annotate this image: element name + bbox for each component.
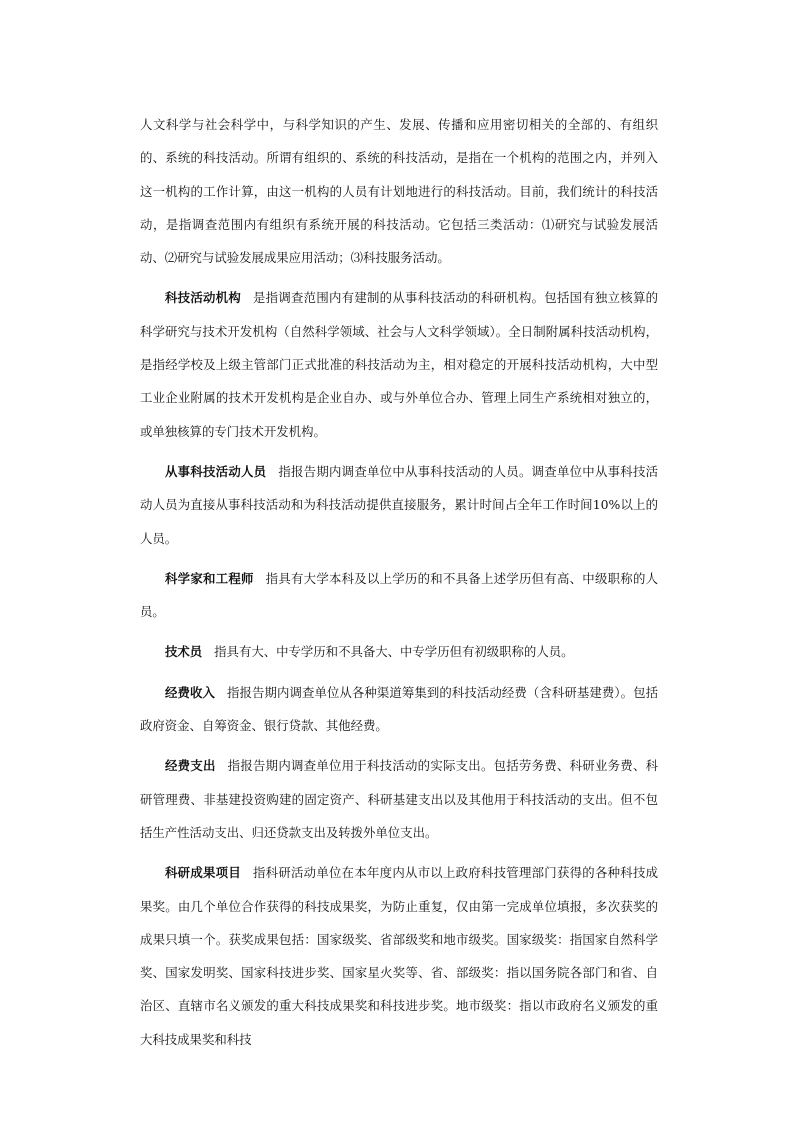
term-heading: 科研成果项目: [165, 865, 241, 881]
paragraph-personnel: [140, 455, 658, 555]
paragraph-text: 指报告期内调查单位从各种渠道筹集到的科技活动经费（含科研基建费）。包括政府资金、自筹资金、银行贷款、其他经费。: [140, 684, 658, 734]
paragraph-text: 指报告期内调查单位中从事科技活动的人员。调查单位中从事科技活动人员为直接从事科技活动和为科技活动提供直接服务，累计时间占全年工作时间10%以上的人员。: [140, 463, 659, 546]
paragraph-funding-expenditure: [140, 749, 658, 849]
paragraph-institution: [140, 281, 658, 447]
paragraph-text: 指具有大学本科及以上学历的和不具备上述学历但有高、中级职称的人员。: [140, 570, 658, 620]
paragraph-text: 指科研活动单位在本年度内从市以上政府科技管理部门获得的各种科技成果奖。由几个单位合作获得的科技成果奖，为防止重复，仅由第一完成单位填报，多次获奖的成果只填一个。获奖成果包括：国家级奖、省部级奖和地市级奖。国家级奖：指国家自然科学奖、国家发明奖、国家科技进步奖、国家星火奖等、省、部级奖：指以国务院各部门和省、自治区、直辖市名义颁发的重大科技成果奖和科技进步奖。地市级奖：指以市政府名义颁发的重大科技成果奖和科技: [140, 865, 659, 1047]
paragraph-text: 是指调查范围内有建制的从事科技活动的科研机构。包括国有独立核算的科学研究与技术开发机构（自然科学领域、社会与人文科学领域）。全日制附属科技活动机构，是指经学校及上级主管部门正式批准的科技活动为主，相对稳定的开展科技活动机构，大中型工业企业附属的技术开发机构是企业自办、或与外单位合办、管理上同生产系统相对独立的，或单独核算的专门技术开发机构。: [140, 290, 659, 439]
term-heading: 从事科技活动人员: [165, 463, 267, 479]
document-page: [140, 108, 658, 1056]
term-heading: 科技活动机构: [165, 290, 241, 306]
term-heading: 科学家和工程师: [165, 570, 254, 586]
term-heading: 经费支出: [165, 758, 216, 774]
term-heading: 经费收入: [165, 684, 215, 700]
paragraph-research-results: [140, 856, 658, 1056]
paragraph-funding-income: [140, 676, 658, 743]
paragraph-text: 指报告期内调查单位用于科技活动的实际支出。包括劳务费、科研业务费、科研管理费、非基建投资购建的固定资产、科研基建支出以及其他用于科技活动的支出。但不包括生产性活动支出、归还贷款支出及转拨外单位支出。: [140, 758, 659, 840]
paragraph-scientists: [140, 562, 658, 629]
paragraph-text: 人文科学与社会科学中，与科学知识的产生、发展、传播和应用密切相关的全部的、有组织的、系统的科技活动。所谓有组织的、系统的科技活动，是指在一个机构的范围之内，并列入这一机构的工作计算，由这一机构的人员有计划地进行的科技活动。目前，我们统计的科技活动，是指调查范围内有组织有系统开展的科技活动。它包括三类活动：⑴研究与试验发展活动、⑵研究与试验发展成果应用活动；⑶科技服务活动。: [140, 117, 658, 266]
paragraph-scope: [140, 108, 658, 274]
term-heading: 技术员: [165, 644, 203, 660]
paragraph-technicians: [140, 635, 658, 668]
paragraph-text: 指具有大、中专学历和不具备大、中专学历但有初级职称的人员。: [214, 644, 574, 660]
